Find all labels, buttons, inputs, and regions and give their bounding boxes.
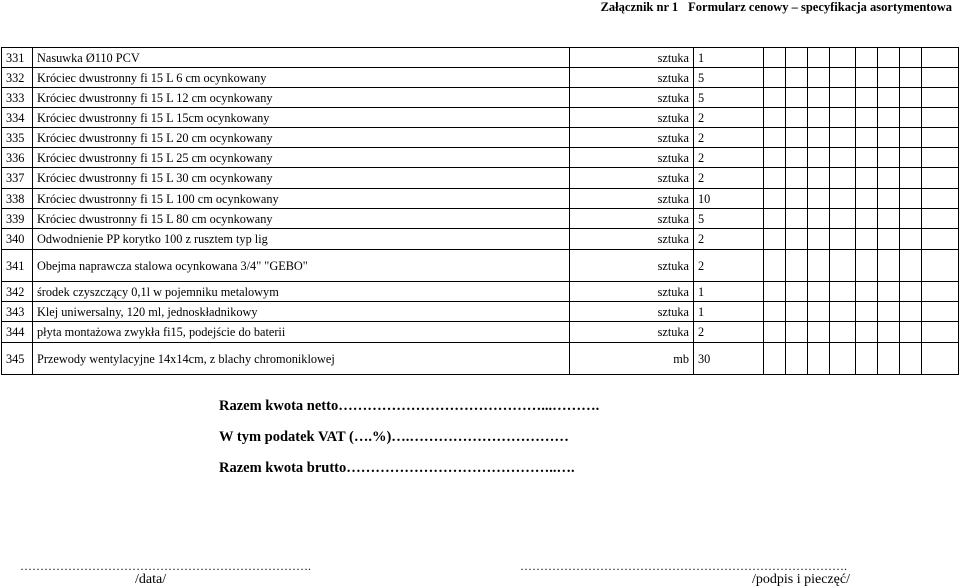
form-title: Formularz cenowy – specyfikacja asortymentowa: [688, 0, 952, 14]
table-row: [2, 302, 959, 322]
item-quantity: 2: [694, 128, 764, 148]
empty-price-cell: [878, 250, 900, 282]
empty-price-cell: [878, 302, 900, 322]
item-name: Króciec dwustronny fi 15 L 30 cm ocynkowany: [33, 168, 570, 189]
item-unit: sztuka: [570, 128, 694, 148]
empty-price-cell: [878, 48, 900, 68]
empty-price-cell: [878, 282, 900, 302]
empty-price-cell: [808, 189, 830, 209]
item-quantity: 5: [694, 68, 764, 88]
item-name: Króciec dwustronny fi 15 L 100 cm ocynkowany: [33, 189, 570, 209]
empty-price-cell: [856, 88, 878, 108]
empty-price-cell: [808, 88, 830, 108]
page-header: [601, 0, 952, 14]
item-quantity: 1: [694, 48, 764, 68]
empty-price-cell: [900, 68, 922, 88]
empty-price-cell: [900, 108, 922, 128]
empty-price-cell: [830, 108, 856, 128]
signature-label: /podpis i pieczęć/: [752, 572, 850, 587]
empty-price-cell: [878, 168, 900, 189]
empty-price-cell: [900, 148, 922, 168]
item-quantity: 10: [694, 189, 764, 209]
item-quantity: 30: [694, 343, 764, 375]
table-row: [2, 250, 959, 282]
empty-price-cell: [878, 148, 900, 168]
empty-price-cell: [878, 88, 900, 108]
item-name: Klej uniwersalny, 120 ml, jednoskładnikowy: [33, 302, 570, 322]
empty-price-cell: [764, 209, 786, 229]
empty-price-cell: [786, 282, 808, 302]
item-unit: sztuka: [570, 250, 694, 282]
table-row: [2, 128, 959, 148]
empty-price-cell: [830, 322, 856, 343]
table-row: [2, 229, 959, 250]
item-quantity: 2: [694, 148, 764, 168]
empty-price-cell: [878, 189, 900, 209]
empty-price-cell: [900, 209, 922, 229]
row-number: 342: [2, 282, 33, 302]
empty-price-cell: [856, 209, 878, 229]
row-number: 334: [2, 108, 33, 128]
empty-price-cell: [922, 302, 959, 322]
empty-price-cell: [922, 88, 959, 108]
empty-price-cell: [764, 302, 786, 322]
empty-price-cell: [830, 250, 856, 282]
item-name: Króciec dwustronny fi 15 L 80 cm ocynkowany: [33, 209, 570, 229]
empty-price-cell: [830, 48, 856, 68]
empty-price-cell: [808, 322, 830, 343]
item-unit: sztuka: [570, 209, 694, 229]
empty-price-cell: [900, 189, 922, 209]
empty-price-cell: [900, 343, 922, 375]
row-number: 338: [2, 189, 33, 209]
row-number: 340: [2, 229, 33, 250]
empty-price-cell: [786, 88, 808, 108]
item-name: Obejma naprawcza stalowa ocynkowana 3/4" "GEBO": [33, 250, 570, 282]
empty-price-cell: [856, 229, 878, 250]
empty-price-cell: [764, 68, 786, 88]
empty-price-cell: [786, 128, 808, 148]
empty-price-cell: [808, 148, 830, 168]
empty-price-cell: [830, 68, 856, 88]
item-name: środek czyszczący 0,1l w pojemniku metalowym: [33, 282, 570, 302]
item-quantity: 2: [694, 108, 764, 128]
empty-price-cell: [922, 48, 959, 68]
item-unit: sztuka: [570, 68, 694, 88]
empty-price-cell: [900, 322, 922, 343]
empty-price-cell: [786, 108, 808, 128]
item-name: Odwodnienie PP korytko 100 z rusztem typ lig: [33, 229, 570, 250]
empty-price-cell: [878, 343, 900, 375]
item-name: Króciec dwustronny fi 15 L 25 cm ocynkowany: [33, 148, 570, 168]
empty-price-cell: [922, 168, 959, 189]
empty-price-cell: [786, 322, 808, 343]
row-number: 331: [2, 48, 33, 68]
empty-price-cell: [922, 229, 959, 250]
table-row: [2, 48, 959, 68]
empty-price-cell: [900, 168, 922, 189]
empty-price-cell: [808, 168, 830, 189]
empty-price-cell: [808, 250, 830, 282]
empty-price-cell: [878, 108, 900, 128]
empty-price-cell: [922, 189, 959, 209]
price-table: [1, 47, 959, 375]
table-row: [2, 189, 959, 209]
empty-price-cell: [878, 128, 900, 148]
empty-price-cell: [922, 322, 959, 343]
empty-price-cell: [856, 189, 878, 209]
empty-price-cell: [878, 229, 900, 250]
item-unit: sztuka: [570, 48, 694, 68]
empty-price-cell: [922, 282, 959, 302]
empty-price-cell: [900, 88, 922, 108]
item-quantity: 2: [694, 250, 764, 282]
empty-price-cell: [764, 250, 786, 282]
empty-price-cell: [922, 108, 959, 128]
item-name: Nasuwka Ø110 PCV: [33, 48, 570, 68]
empty-price-cell: [764, 88, 786, 108]
empty-price-cell: [900, 48, 922, 68]
empty-price-cell: [900, 302, 922, 322]
table-row: [2, 282, 959, 302]
table-row: [2, 68, 959, 88]
empty-price-cell: [808, 68, 830, 88]
table-row: [2, 209, 959, 229]
empty-price-cell: [830, 148, 856, 168]
empty-price-cell: [764, 148, 786, 168]
empty-price-cell: [830, 88, 856, 108]
empty-price-cell: [922, 128, 959, 148]
empty-price-cell: [900, 128, 922, 148]
empty-price-cell: [830, 229, 856, 250]
item-name: płyta montażowa zwykła fi15, podejście do baterii: [33, 322, 570, 343]
empty-price-cell: [922, 148, 959, 168]
empty-price-cell: [764, 322, 786, 343]
empty-price-cell: [786, 148, 808, 168]
empty-price-cell: [808, 108, 830, 128]
item-name: Przewody wentylacyjne 14x14cm, z blachy chromoniklowej: [33, 343, 570, 375]
item-unit: sztuka: [570, 168, 694, 189]
item-unit: sztuka: [570, 282, 694, 302]
empty-price-cell: [856, 68, 878, 88]
row-number: 343: [2, 302, 33, 322]
empty-price-cell: [786, 48, 808, 68]
empty-price-cell: [830, 168, 856, 189]
item-name: Króciec dwustronny fi 15 L 15cm ocynkowany: [33, 108, 570, 128]
empty-price-cell: [808, 229, 830, 250]
row-number: 332: [2, 68, 33, 88]
item-unit: sztuka: [570, 302, 694, 322]
item-name: Króciec dwustronny fi 15 L 12 cm ocynkowany: [33, 88, 570, 108]
item-unit: sztuka: [570, 108, 694, 128]
empty-price-cell: [830, 302, 856, 322]
date-dotted-line: ……………………………………………………………….: [20, 560, 311, 572]
empty-price-cell: [922, 343, 959, 375]
date-label: /data/: [135, 572, 167, 587]
table-row: [2, 148, 959, 168]
empty-price-cell: [856, 168, 878, 189]
empty-price-cell: [922, 68, 959, 88]
empty-price-cell: [856, 128, 878, 148]
empty-price-cell: [764, 108, 786, 128]
row-number: 336: [2, 148, 33, 168]
row-number: 335: [2, 128, 33, 148]
item-quantity: 2: [694, 322, 764, 343]
table-row: [2, 343, 959, 375]
empty-price-cell: [808, 302, 830, 322]
item-unit: sztuka: [570, 322, 694, 343]
empty-price-cell: [786, 209, 808, 229]
item-unit: sztuka: [570, 229, 694, 250]
empty-price-cell: [922, 209, 959, 229]
empty-price-cell: [786, 68, 808, 88]
empty-price-cell: [830, 209, 856, 229]
empty-price-cell: [878, 68, 900, 88]
empty-price-cell: [764, 48, 786, 68]
empty-price-cell: [830, 128, 856, 148]
empty-price-cell: [786, 168, 808, 189]
row-number: 341: [2, 250, 33, 282]
item-unit: sztuka: [570, 148, 694, 168]
item-quantity: 5: [694, 209, 764, 229]
empty-price-cell: [808, 209, 830, 229]
table-row: [2, 322, 959, 343]
vat-line: W tym podatek VAT (….%)….……………………………: [219, 429, 569, 445]
empty-price-cell: [856, 250, 878, 282]
empty-price-cell: [764, 168, 786, 189]
empty-price-cell: [764, 229, 786, 250]
item-quantity: 2: [694, 168, 764, 189]
net-total-line: Razem kwota netto……………………………………...……….: [219, 398, 600, 414]
empty-price-cell: [856, 343, 878, 375]
item-unit: sztuka: [570, 189, 694, 209]
empty-price-cell: [856, 322, 878, 343]
empty-price-cell: [786, 229, 808, 250]
empty-price-cell: [856, 48, 878, 68]
empty-price-cell: [856, 108, 878, 128]
empty-price-cell: [764, 189, 786, 209]
item-unit: sztuka: [570, 88, 694, 108]
table-row: [2, 108, 959, 128]
row-number: 344: [2, 322, 33, 343]
empty-price-cell: [808, 48, 830, 68]
empty-price-cell: [856, 302, 878, 322]
item-quantity: 2: [694, 229, 764, 250]
row-number: 345: [2, 343, 33, 375]
item-quantity: 5: [694, 88, 764, 108]
item-name: Króciec dwustronny fi 15 L 20 cm ocynkowany: [33, 128, 570, 148]
row-number: 337: [2, 168, 33, 189]
empty-price-cell: [808, 343, 830, 375]
empty-price-cell: [786, 250, 808, 282]
table-row: [2, 88, 959, 108]
empty-price-cell: [764, 282, 786, 302]
item-unit: mb: [570, 343, 694, 375]
attachment-label: Załącznik nr 1: [600, 0, 679, 14]
signature-dotted-line: ……………………………………………………………………….: [520, 560, 847, 572]
empty-price-cell: [922, 250, 959, 282]
row-number: 333: [2, 88, 33, 108]
item-name: Króciec dwustronny fi 15 L 6 cm ocynkowany: [33, 68, 570, 88]
table-row: [2, 168, 959, 189]
empty-price-cell: [830, 282, 856, 302]
empty-price-cell: [786, 343, 808, 375]
empty-price-cell: [764, 128, 786, 148]
empty-price-cell: [856, 148, 878, 168]
empty-price-cell: [808, 282, 830, 302]
empty-price-cell: [878, 322, 900, 343]
empty-price-cell: [830, 189, 856, 209]
item-quantity: 1: [694, 282, 764, 302]
item-quantity: 1: [694, 302, 764, 322]
empty-price-cell: [900, 282, 922, 302]
empty-price-cell: [764, 343, 786, 375]
empty-price-cell: [786, 302, 808, 322]
empty-price-cell: [808, 128, 830, 148]
empty-price-cell: [830, 343, 856, 375]
empty-price-cell: [900, 229, 922, 250]
empty-price-cell: [878, 209, 900, 229]
empty-price-cell: [856, 282, 878, 302]
empty-price-cell: [786, 189, 808, 209]
gross-total-line: Razem kwota brutto……………………………………..….: [219, 460, 575, 476]
row-number: 339: [2, 209, 33, 229]
empty-price-cell: [900, 250, 922, 282]
